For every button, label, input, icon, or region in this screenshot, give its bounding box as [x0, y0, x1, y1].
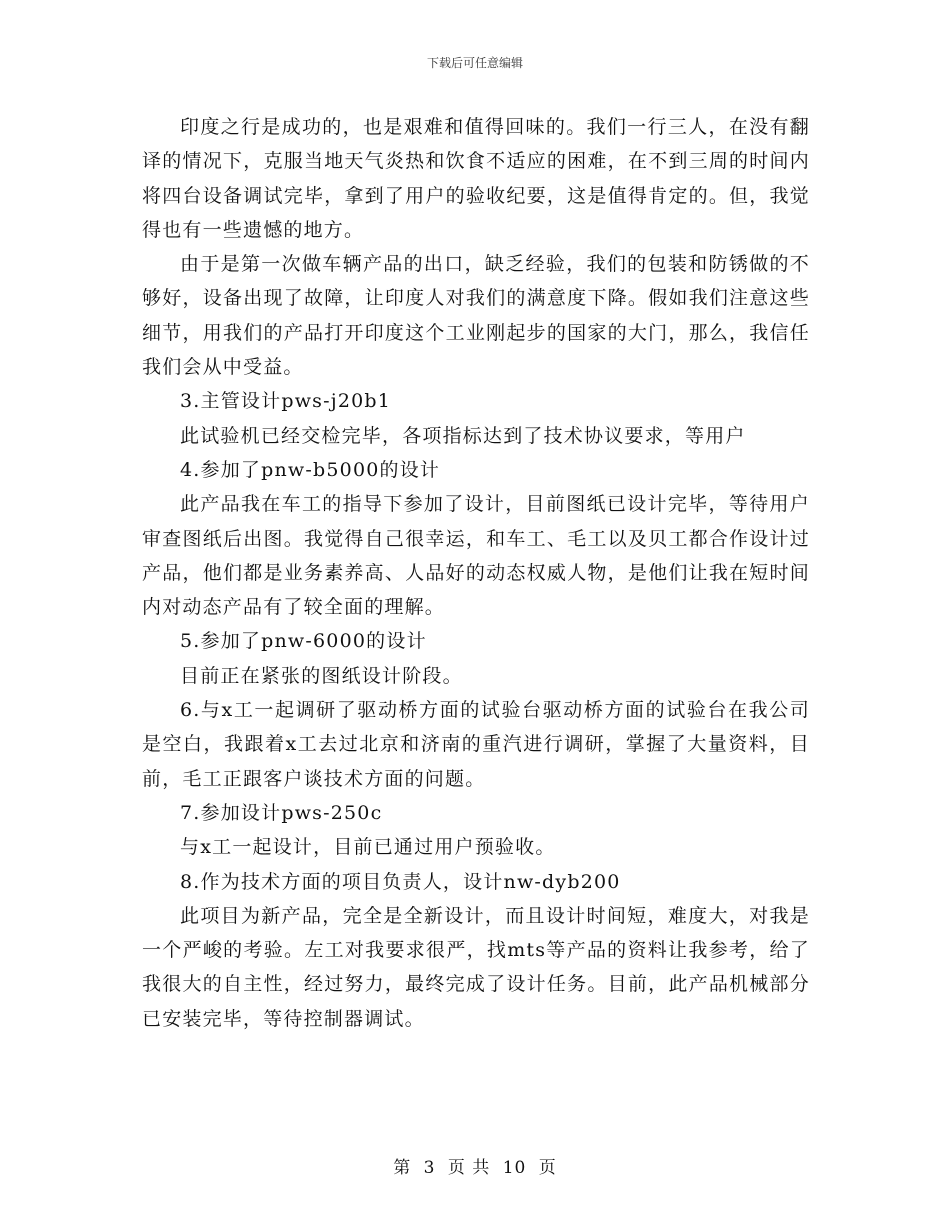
paragraph: 此产品我在车工的指导下参加了设计，目前图纸已设计完毕，等待用户审查图纸后出图。我觉得自己很幸运，和车工、毛工以及贝工都合作设计过产品，他们都是业务素养高、人品好的动态权威人物，是他们让我在短时间内对动态产品有了较全面的理解。 [142, 493, 810, 619]
page-footer [0, 1153, 950, 1178]
footer-middle: 页 共 [447, 1158, 491, 1178]
list-item-heading: 8.作为技术方面的项目负责人，设计nw-dyb200 [180, 870, 621, 893]
list-item-heading: 3.主管设计pws-j20b1 [180, 390, 392, 413]
list-item-heading: 5.参加了pnw-6000的设计 [180, 630, 427, 653]
paragraph: 印度之行是成功的，也是艰难和值得回味的。我们一行三人，在没有翻译的情况下，克服当地天气炎热和饮食不适应的困难，在不到三周的时间内将四台设备调试完毕，拿到了用户的验收纪要，这是值得肯定的。但，我觉得也有一些遗憾的地方。 [142, 116, 810, 241]
list-item-heading: 6.与x工一起调研了驱动桥方面的试验台驱动桥方面的试验台在我公司是空白，我跟着x工去过北京和济南的重汽进行调研，掌握了大量资料，目前，毛工正跟客户谈技术方面的问题。 [142, 699, 810, 790]
paragraph: 此试验机已经交检完毕，各项指标达到了技术协议要求，等用户 [180, 424, 746, 447]
footer-prefix: 第 [393, 1158, 412, 1178]
total-page-count: 10 [502, 1158, 527, 1178]
paragraph: 此项目为新产品，完全是全新设计，而且设计时间短，难度大，对我是一个严峻的考验。左工对我要求很严，找mts等产品的资料让我参考，给了我很大的自主性，经过努力，最终完成了设计任务。目前，此产品机械部分已安装完毕，等待控制器调试。 [142, 904, 810, 1030]
paragraph: 由于是第一次做车辆产品的出口，缺乏经验，我们的包装和防锈做的不够好，设备出现了故障，让印度人对我们的满意度下降。假如我们注意这些细节，用我们的产品打开印度这个工业刚起步的国家的大门，那么，我信任我们会从中受益。 [142, 253, 810, 379]
current-page-number: 3 [423, 1158, 436, 1178]
paragraph: 目前正在紧张的图纸设计阶段。 [180, 664, 463, 687]
page-header: 下载后可任意编辑 [426, 56, 523, 70]
footer-suffix: 页 [538, 1158, 557, 1178]
paragraph: 与x工一起设计，目前已通过用户预验收。 [180, 836, 556, 859]
list-item-heading: 7.参加设计pws-250c [180, 801, 383, 824]
document-body [142, 110, 810, 1036]
list-item-heading: 4.参加了pnw-b5000的设计 [180, 458, 441, 481]
